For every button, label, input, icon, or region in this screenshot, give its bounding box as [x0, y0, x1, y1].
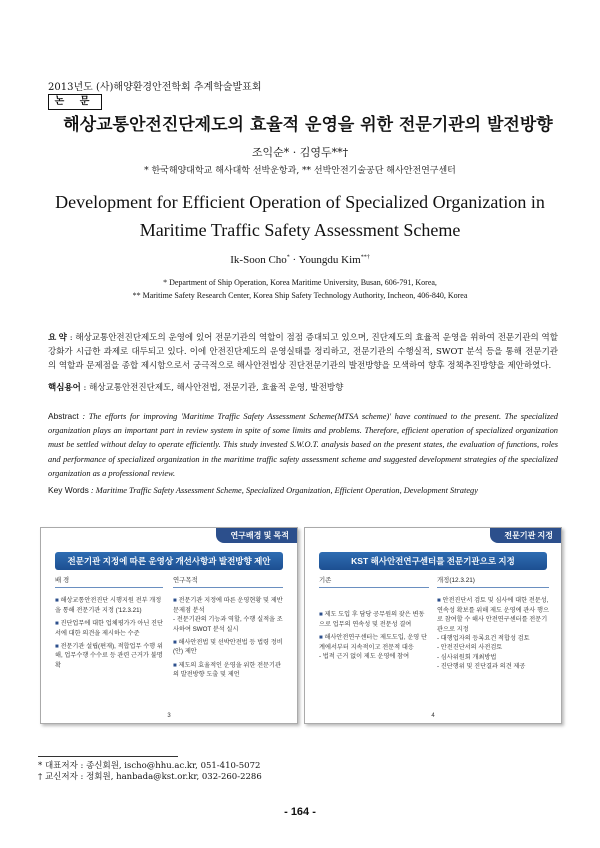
slide2-column-before [319, 576, 429, 665]
abstract-english-label: Abstract [48, 411, 79, 421]
keywords-korean-label: 핵심용어 [48, 382, 81, 392]
slide2-col2-title: 개정(12.3.21) [437, 576, 549, 588]
keywords-korean-text: : 해상교통안전진단제도, 해사안전법, 전문기관, 효율적 운영, 발전방향 [80, 383, 344, 393]
abstract-english-text: : The efforts for improving 'Maritime Traffic Safety Assessment Scheme(MTSA scheme)' have continued to the present. The specialized organization plays an important part in review system in spite of some limits and problems. Therefore, efficient operation of specialized organization must be settled without delay to operate efficiently. This study invested S.W.O.T. analysis based on the present states, the evaluation of functions, roles and performance of specialized organization in the maritime traffic safety assessment scheme and suggested development strategies of the specialized organization as a professional review. [48, 412, 558, 478]
slide-research-background [40, 527, 298, 724]
title-english-line2: Maritime Traffic Safety Assessment Scheme [139, 220, 461, 240]
conference-header: 2013년도 (사)해양환경안전학회 추계학술발표회 [48, 82, 262, 93]
author-2-mark: **† [360, 254, 370, 261]
abstract-english [48, 409, 558, 481]
slide1-page-number: 3 [167, 713, 171, 719]
list-item: ■ 제도의 효율적인 운영을 위한 전문기관의 발전방향 도출 및 제언 [173, 661, 281, 679]
author-1-mark: * [286, 254, 290, 261]
slide1-col2-title: 연구목적 [173, 576, 283, 588]
author-separator: · [289, 254, 299, 266]
footnote-1: * 대표저자 : 종신회원, ischo@hhu.ac.kr, 051-410-5072 [38, 761, 261, 771]
slide2-page-number: 4 [431, 713, 435, 719]
footnote-2: † 교신저자 : 정회원, hanbada@kst.or.kr, 032-260-2286 [38, 772, 262, 782]
paper-type-badge: 논 문 [48, 94, 102, 110]
keywords-english-text: : Maritime Traffic Safety Assessment Scheme, Specialized Organization, Efficient Operation, Development Strategy [88, 486, 478, 495]
authors-english [0, 254, 600, 266]
keywords-english [48, 485, 558, 495]
affiliation-korean: * 한국해양대학교 해사대학 선박운항과, ** 선박안전기술공단 해사안전연구센터 [144, 166, 456, 176]
keywords-korean [48, 381, 558, 393]
list-item: ■ 진단업무에 대한 업체평가가 아닌 진단서에 대한 의견을 제시하는 수준 [55, 620, 163, 637]
affiliation-english-2: ** Maritime Safety Research Center, Korea Ship Safety Technology Authority, Incheon, 406-840, Korea [132, 291, 468, 300]
keywords-english-label: Key Words [48, 485, 89, 495]
abstract-korean-label: 요 약 [48, 332, 67, 342]
title-english [30, 188, 570, 244]
list-item: ■ 해사안전연구센터는 제도도입, 운영 단계에서부터 지속적이고 전문적 대응 - 법적 근거 없이 제도 운영에 참여 [319, 634, 427, 661]
list-item: ■ 제도 도입 후 담당 공무원의 잦은 변동으로 업무의 연속성 및 전문성 결여 [319, 611, 425, 628]
affiliation-english-1: * Department of Ship Operation, Korea Maritime University, Busan, 606-791, Korea, [163, 278, 437, 287]
list-item: ■ 해사안전법 및 선박안전법 등 법령 정비(안) 제안 [173, 639, 283, 656]
author-2: Youngdu Kim [298, 254, 361, 266]
slide2-col1-title: 기존 [319, 576, 429, 588]
slide2-banner: KST 해사안전연구센터를 전문기관으로 지정 [319, 552, 547, 570]
slide1-column-background [55, 576, 163, 674]
list-item: ■ 해상교통안전진단 시행지원 전부 개정을 통해 전문기관 지정 ('12.3.21) [55, 597, 162, 614]
slide2-column-revised [437, 576, 549, 676]
slide1-col1-title: 배 경 [55, 576, 163, 588]
abstract-korean [48, 330, 558, 373]
slide1-column-purpose [173, 576, 283, 684]
authors-korean: 조익순* · 김영두**† [251, 146, 349, 159]
footnotes [38, 761, 262, 783]
affiliation-english [0, 276, 600, 302]
list-item: ■ 전문기관 지정에 따른 운영현황 및 제반 문제점 분석 - 전문기관의 기능과 역할, 수행 실적을 조사하여 SWOT 분석 실시 [173, 597, 283, 633]
abstract-korean-text: : 해상교통안전진단제도의 운영에 있어 전문기관의 역할이 점점 증대되고 있으며, 진단제도의 효율적 운영을 위하여 전문기관의 역할 강화가 시급한 과제로 대두되고 있다. 이에 안전진단제도의 운영실태를 정리하고, 전문기관의 수행실적, SWOT 분석 등을 통해 전문기관의 역할과 문제점을 종합 제시함으로서 궁극적으로 해사안전법상 진단전문기관의 발전방향을 모색하여 향후 정책추진방향을 제안하였다. [48, 333, 558, 371]
list-item: ■ 전문기관 설립(편재), 적합업무 수행 위해, 업무수행 수수료 등 관련 근거가 불명확 [55, 643, 163, 669]
slide1-header: 연구배경 및 목적 [216, 528, 297, 543]
page-number: - 164 - [284, 806, 316, 818]
author-1: Ik-Soon Cho [230, 254, 287, 266]
slide2-header: 전문기관 지정 [490, 528, 561, 543]
title-english-line1: Development for Efficient Operation of Specialized Organization in [55, 192, 545, 212]
slide-organization-designation [304, 527, 562, 724]
slide1-banner: 전문기관 지정에 따른 운영상 개선사항과 발전방향 제안 [55, 552, 283, 570]
list-item: ■ 안전진단서 검토 및 심사에 대한 전문성, 연속성 확보를 위해 제도 운영에 관사 행으로 참여할 수 해사 안전연구센터를 전문기관으로 지정 - 대행업자의 등록요건 적합성 검토 - 안전진단서의 사전검토 - 심사위원회 개최방법 - 진단행위 및 진단결과 의견 제공 [437, 597, 549, 671]
footnote-divider [38, 756, 178, 757]
title-korean: 해상교통안전진단제도의 효율적 운영을 위한 전문기관의 발전방향 [63, 115, 553, 135]
